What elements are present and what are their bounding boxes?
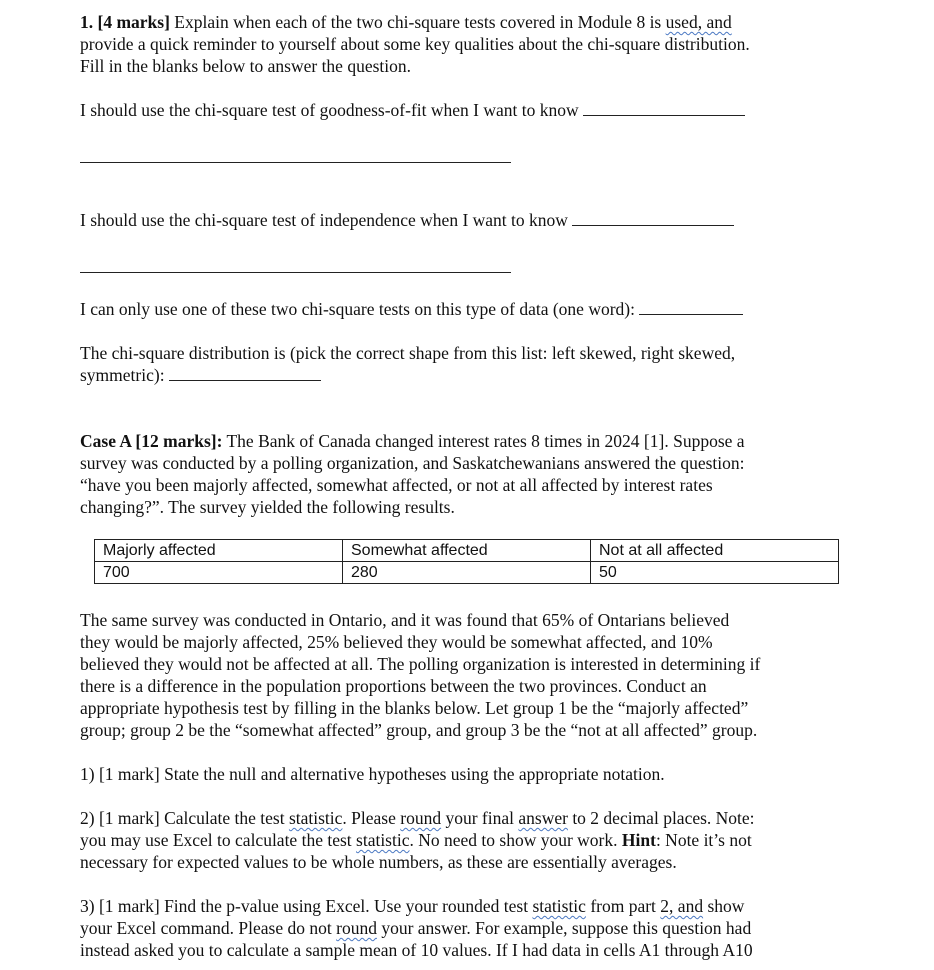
table-cell: 280: [343, 562, 591, 584]
part-2-text-f: . No need to show your work.: [409, 830, 622, 850]
part-3-text-b: from part: [585, 896, 661, 916]
part-1-hypotheses: 1) [1 mark] State the null and alternative hypotheses using the appropriate notation.: [80, 764, 665, 784]
distribution-prompt-line-2: [80, 364, 321, 386]
distribution-answer-blank[interactable]: [169, 365, 321, 381]
answer-word: answer: [518, 808, 568, 828]
case-a-text-1: The Bank of Canada changed interest rates 8 times in 2024 [1]. Suppose a: [222, 431, 745, 451]
distribution-prompt-text: symmetric):: [80, 365, 165, 385]
table-header-cell: Somewhat affected: [343, 540, 591, 562]
part-3-line-3: instead asked you to calculate a sample mean of 10 values. If I had data in cells A1 through A10: [80, 940, 753, 960]
round-word: round: [336, 918, 377, 938]
part-3-text-a: 3) [1 mark] Find the p-value using Excel. Use your rounded test: [80, 896, 533, 916]
ontario-line-6: group; group 2 be the “somewhat affected” group, and group 3 be the “not at all affected” group.: [80, 720, 758, 740]
case-a-line-2: survey was conducted by a polling organization, and Saskatchewanians answered the question:: [80, 453, 745, 473]
q1-intro-line-3: Fill in the blanks below to answer the question.: [80, 56, 411, 76]
round-word: round: [400, 808, 442, 828]
part-2-text-d: to 2 decimal places. Note:: [567, 808, 755, 828]
part-2-text-e: you may use Excel to calculate the test: [80, 830, 357, 850]
part-2-text-b: . Please: [342, 808, 401, 828]
data-type-answer-blank[interactable]: [639, 299, 743, 315]
indep-answer-blank[interactable]: [572, 210, 734, 226]
gof-prompt: [80, 99, 745, 121]
ontario-line-4: there is a difference in the population proportions between the two provinces. Conduct an: [80, 676, 707, 696]
statistic-word: statistic: [288, 808, 343, 828]
gof-prompt-text: I should use the chi-square test of goodness-of-fit when I want to know: [80, 100, 579, 120]
case-a-line-1: [80, 430, 745, 452]
q1-intro-line-2: provide a quick reminder to yourself about some key qualities about the chi-square distribution.: [80, 34, 750, 54]
ontario-line-2: they would be majorly affected, 25% believed they would be somewhat affected, and 10%: [80, 632, 713, 652]
part-3-text-d: your Excel command. Please do not: [80, 918, 337, 938]
part-2-line-3: necessary for expected values to be whole numbers, as these are essentially averages.: [80, 852, 677, 872]
part-2-line-2: [80, 829, 752, 851]
part-2-text-c: your final: [441, 808, 519, 828]
part-3-line-1: [80, 895, 744, 917]
part-3-text-e: your answer. For example, suppose this question had: [376, 918, 752, 938]
q1-marks: [4 marks]: [97, 12, 170, 32]
table-header-row: [95, 540, 839, 562]
table-header-cell: Not at all affected: [591, 540, 839, 562]
gof-answer-blank[interactable]: [583, 100, 745, 116]
case-a-line-4: changing?”. The survey yielded the following results.: [80, 497, 455, 517]
survey-results-table: [94, 539, 839, 584]
part-2-line-1: [80, 807, 755, 829]
part-2-text-g: : Note it’s not: [655, 830, 752, 850]
distribution-prompt-line-1: The chi-square distribution is (pick the correct shape from this list: left skewed, right skewed,: [80, 343, 736, 363]
q1-intro-used: used, and: [665, 12, 732, 32]
statistic-word: statistic: [532, 896, 586, 916]
part-3-line-2: [80, 917, 751, 939]
table-cell: 700: [95, 562, 343, 584]
table-cell: 50: [591, 562, 839, 584]
table-row: [95, 562, 839, 584]
indep-prompt: [80, 209, 734, 231]
part-2-ref: 2, and: [660, 896, 704, 916]
q1-intro-text: Explain when each of the two chi-square tests covered in Module 8 is: [169, 12, 666, 32]
ontario-line-5: appropriate hypothesis test by filling in the blanks below. Let group 1 be the “majorly affected”: [80, 698, 749, 718]
part-3-text-c: show: [703, 896, 745, 916]
table-header-cell: Majorly affected: [95, 540, 343, 562]
case-a-label: Case A [12 marks]:: [80, 431, 223, 451]
data-type-prompt: [80, 298, 743, 320]
gof-answer-line-2[interactable]: [80, 162, 511, 163]
q1-number: 1.: [80, 12, 94, 32]
case-a-line-3: “have you been majorly affected, somewhat affected, or not at all affected by interest rates: [80, 475, 713, 495]
indep-answer-line-2[interactable]: [80, 272, 511, 273]
statistic-word: statistic: [356, 830, 410, 850]
part-2-text-a: 2) [1 mark] Calculate the test: [80, 808, 289, 828]
q1-intro-line-1: [80, 11, 732, 33]
data-type-prompt-text: I can only use one of these two chi-square tests on this type of data (one word):: [80, 299, 635, 319]
indep-prompt-text: I should use the chi-square test of independence when I want to know: [80, 210, 568, 230]
ontario-line-1: The same survey was conducted in Ontario, and it was found that 65% of Ontarians believed: [80, 610, 730, 630]
hint-label: Hint: [621, 830, 656, 850]
ontario-line-3: believed they would not be affected at all. The polling organization is interested in determining if: [80, 654, 761, 674]
